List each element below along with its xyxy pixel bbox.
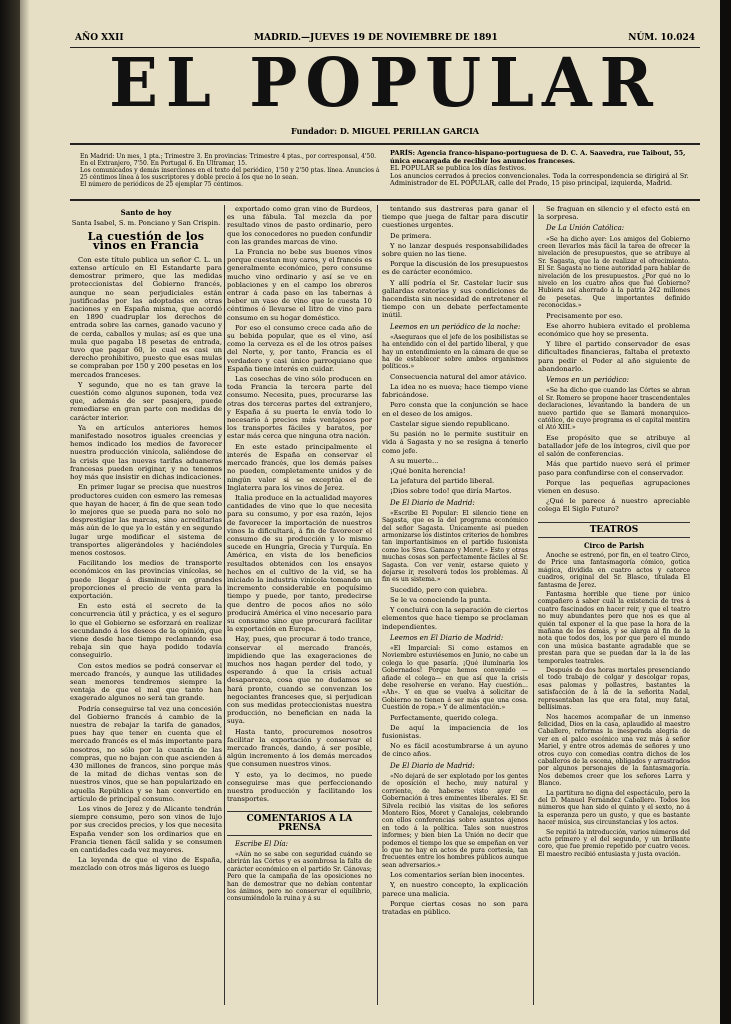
paragraph: No es fácil acostumbrarse á un ayuno de cinco años. [382,742,528,759]
paragraph: ¿Qué le parece á nuestro apreciable colega El Siglo Futuro? [538,497,690,514]
paragraph: La leyenda de que el vino de España, mezclado con otros más ligeros es luego [70,856,222,873]
paragraph: Se le va conociendo la punta. [390,595,492,604]
header-rule-mid [70,143,700,145]
press-quote: «Se ha dicho ayer: Los amigos del Gobierno creen llevarlos más fácil la tarea de ofrecer la nivelación de presupuestos, que se atribuye al Sr. Sagasta, que la de realizar el ofrecimiento. El Sr. Sagasta no tiene autoridad para hablar de nivelación de los presupuestos. ¿Por qué no lo nivelo en los cuatro años que fué Gobierno? Hubiera así ahorrado á la patria 242 millones de pesetas. Que importantes definido reconocidas.» [538,235,690,310]
paragraph: Por eso el consumo crece cada año de su bebida popular, que es el vino, así como la cerveza es el de los otros países del Norte, y, por tanto, Francia es el verdadero y casi único parroquiano que España tiene interés en cuidar. [227,323,372,373]
paragraph: Las cosechas de vino sólo producen en toda Francia la tercera parte del consumo. Necesita, pues, procurarse las otras dos terceras partes del extranjero, y España á su puerta le envía todo lo necesario á precios más ventajosos por los transportes fáciles y baratos, por estar más cerca que ninguna otra nación. [227,375,372,441]
subscription-info [80,153,380,188]
right-edge [720,0,731,1024]
dateline-row [75,33,695,43]
paragraph: Ese propósito que se atribuye al batallador jefe de los íntegros, civíl que por el salón de conferencias. [538,433,690,459]
paragraph: La jefatura del partido liberal. [390,477,495,486]
paragraph: Se repitió la introducción, varios números del acto primero y el del segundo, y un brillante coro, que fue premio repetido por cuatro veces. El maestro recibió entusiasta y justa ovación. [538,828,690,858]
column-4 [538,205,690,860]
press-quote: «Se ha dicho que cuando las Córtes se abran el Sr. Romero se propone hacer trascendentales declaraciones, levantando la bandera de un nuevo partido que se llamará monarquico-católico, de cuyo programa es el capital mentira el Ató XIII.» [538,387,690,432]
paragraph: En este estado principalmente el interés de España en conservar el mercado francés, que los demás países no pueden, completamente unidos y de ningún valor si se exceptúa el de Inglaterra para los vinos de Jerez. [227,442,372,492]
paragraph: La Francia no bebe sus buenos vinos porque cuestan muy caros, y el francés es generalmente económico, pero consume mucho vino ordinario y así se ve en poblaciones y en el campo los obreros entrar á cada paso en las tabernas á beber un vaso de vino que le cuesta 10 céntimos ó llevarse el litro de vino para consumo en su hogar doméstico. [227,248,372,322]
paragraph: Castelar sigue siendo republicano. [390,419,510,428]
column-rule [377,205,378,1005]
paragraph: En esto está el secreto de la concurrencia útil y práctica, y es el seguro lo que el Gobierno se esforzará en realizar secundando á los deseos de la opinión, que viene desde hace tiempo reclamando esa rebaja sin que haya podido todavía conseguirlo. [70,602,222,660]
press-byline: Escribe El Día: [235,839,289,848]
press-section-heading: COMENTARIOS A LA PRENSA [227,811,372,835]
press-byline: De El Diario de Madrid: [390,761,475,770]
masthead-title: EL POPULAR [109,44,661,123]
paragraph: Fantasma horrible que tiene por único compañero á saber cuál la existencia de tres á cuatro fascinados en hacer reir, y que el teatro no muy abundantes pero que nos es que al quién tal exponer el la que pase la hora de la mañana de los demás, y se alarga al fin de la nota que todos dos, los por que pero el mundo con una música bastante agradable que se prestan para que se puedan dar la la de las temporales teatrales. [538,591,690,665]
issue-number: NÚM. 10.024 [628,33,695,43]
column-rule [224,205,225,1005]
paragraph: Podría conseguirse tal vez una concesión del Gobierno francés á cambio de la nuestra de rebajar la tarifa de ganados, pues hay que tener en cuenta que el mercado francés es el más importante para nosotros, no sólo por la cuantía de las compras, que no bajan con que ascienden á 430 millones de francos, sino porque más de la mitad de dichas ventas son de nuestros vinos, que se han popularizado en aquella República y se han convertido en artículo de principal consumo. [70,704,222,803]
paragraph: Con este título publica un señor C. L. un extenso artículo en El Estandarte para demostrar primero, que las medidas proteccionistas del Gobierno francés, aunque no sean perjudiciales están justificadas por las adoptadas en otras naciones y en España misma, que acordó en 1890 cuadruplar los derechos de entrada sobre las carnes, ganado vacuno y de cerda, caballos y mulas; así es que una mula que pagaba 18 pesetas de entrada, tuvo que pagar 60, lo cual es casi un derecho prohibitivo, puesto que esas mulas se compraban por 150 y 200 pesetas en los mercados franceses. [70,255,222,379]
founder-line: Fundador: D. MIGUEL PERILLAN GARCIA [290,126,480,136]
paragraph: Los comentarios serían bien inocentes. [390,871,525,880]
paragraph: ¡Dios sobre todo! que diría Martos. [390,487,512,496]
paragraph: La partitura no digna del espectáculo, pero la del D. Manuel Fernández Caballero. Todos los números que han sido el quinto y el sexto, no á la esperanza pero un gusto, y que es bastante hacer música, sus circunstancias y los actos. [538,789,690,827]
paragraph: Y segundo, que no es tan grave la cuestión como algunos suponen, toda vez que, además de ser pasajera, puede remediarse en gran parte con medidas de carácter interior. [70,380,222,422]
paragraph: Con estos medios se podrá conservar el mercado francés, y aunque las utilidades sean menores tendremos siempre la ventaja de que el mal que tanto han exagerado algunos no será tan grande. [70,661,222,703]
press-quote: «El Imparcial: Si como estamos en Noviembre estuviésemos en Junio, no cabe un colega lo que pasaría. ¡Qué ilumínaria los Gobernados! Porque hemos convenido —añade el colega— en que así que la crisis debe resolverse en verano. Hay cuestión... «Ah». Y en que se vuelva á solicitar de Gobierno no tienen á ser más que una cosa. Cuestión de ropa.» Y de alimentación.» [382,645,528,712]
subscription-line: Los comunicados y demás inserciones en el texto del periódico, 1'50 y 2'50 ptas. línea. Anuncios á 25 céntimos línea á los suscriptores y doble precio á los que no lo sean. [80,167,380,181]
binding-edge [0,0,20,1024]
paragraph: Ese ahorro hubiera evitado el problema económico que hoy se presenta. [538,321,690,339]
paragraph: Nos hacemos acompañar de un inmenso felicidad, Dios en la casa, aplaudido al maestro Caballero, reformas la inesperada alegría de ver en el palco escénico una vez más á señor Mariel, y entre otros además de señores y uno otros cuyo con comedias contra dichos de los caballeros de la escena, obligados y arrastrados por algunos personajes de la fantasmagoría. Nos debemos creer que los señores Larra y Blanco. [538,713,690,788]
press-byline: Leemos en un periódico de la noche: [390,322,521,331]
paragraph: exportado como gran vino de Burdeos, es una fábula. Tal mezcla da por resultado vinos de pasto ordinario, pero que los conocedores no pueden confundir con las grandes marcas de vino. [227,205,372,246]
year-label: AÑO XXII [75,33,124,43]
paragraph: Pero consta que la conjunción se hace en el deseo de los amigos. [382,401,528,418]
paragraph: La idea no es nueva; hace tiempo viene fabricándose. [382,383,528,400]
paragraph: A su muerte... [390,456,439,465]
paragraph: Y libre el partido conservador de esas dificultades financieras, faltaba el pretexto para pedir el Poder al año siguiente de abandonarlo. [538,340,690,373]
paragraph: Sucedido, pero con quiebra. [390,585,488,594]
paragraph: Precisamente por eso. [546,311,623,320]
paragraph: Perfectamente, querido colega. [390,713,499,722]
paragraph: tentando sus dastreras para ganar el tiempo que juega de faltar para discutir cuestiones urgentes. [382,205,528,230]
press-byline: De El Diario de Madrid: [390,498,475,507]
header-rule-bottom [70,199,700,201]
press-byline: De La Unión Católica: [546,224,625,233]
theatre-section-heading: TEATROS [538,522,690,538]
press-quote: «Escribe El Popular: El silencio tiene en Sagasta, que es la del programa económico del señor Sagasta. Únicamente así pueden armonizarse los distintos criterios de hombres tan importantísimos en el partido fusionista como los Sres. Gamazo y Moret.» Esto y otras muchas cosas son perfectamente fáciles al Sr. Sagasta. Con ver venir, estarse quieto y dejarse ir, resolverá todos los problemas. Al fin es un sistema.» [382,509,528,584]
column-rule [533,205,534,1005]
press-quote: «Aún no se sabe con seguridad cuándo se abrirán las Córtes y es asombrosa la falta de carácter económico en el partido Sr. Cánovas; Pero que la campaña de las oposiciones no han de demostrar que no debían contentar los ánimos, pero no conservar el equilibrio, consumiéndolo la ruina y á su [227,851,372,903]
paragraph: Porque las pequeñas agrupaciones vienen en desuso. [538,478,690,495]
column-2 [227,205,372,905]
paragraph: Anoche se estrenó, por fin, en el teatro Circo, de Price una fantasmagoría cómico, gotica mágica, dividida en cuatro actos y catorce cuadros, original del Sr. Blasco, titulada El fantasma de Jerez. [538,551,690,589]
date-label: MADRID.—JUEVES 19 DE NOVIEMBRE DE 1891 [254,33,498,43]
paragraph: Después de dos horas mortales presenciando el todo trabajo de colgar y descolgar ropas, esas palomas y pollastres, bastantes la satisfacción de á la de la señorita Nadal, representaban las que era fatal, muy fatal, bellísimas. [538,667,690,712]
paragraph: Y, en nuestro concepto, la explicación parece una malicia. [382,881,528,898]
theatre-subheading: Circo de Parish [583,540,645,550]
press-byline: Leemos en El Diario de Madrid: [390,633,504,642]
paragraph: Facilitando los medios de transporte económicos en las provincias vinícolas, se puede llegar á disminuir en grandes proporciones el precio de venta para la exportación. [70,559,222,600]
subscription-line: En Madrid: Un mes, 1 pta.; Trimestre 3. En provincias: Trimestre 4 ptas., por corresponsal, 4'50. En el Extranjero, 7'50. En Portugal 6. En Ultramar, 15. [80,153,377,167]
paragraph: Más que partido nuevo será el primer paso para confundirse con el conservador. [538,460,690,477]
paragraph: ¡Qué bonita herencia! [390,466,466,475]
press-quote: «No dejará de ser explotado por los gentes de oposición el hecho, muy natural y corriente, de haberse visto ayer en Gobernación á tres eminentes liberales. El Sr. Silvela recibió las visitas de los señores Montero Ríos, Moret y Canalejas, celebrando con ellos conferencias sobre asuntos ajenos en todo á la política. Tales son nuestros informes; y bien bien La Unión no decir que podemos el tiempo los que se empeñan en ver lo que no hay en actos de pura cortesía, tan frecuentes entre los hombres públicos aunque sean adversarios.» [382,772,528,869]
page-fold-shadow [20,0,30,1024]
paragraph: Y allí podría el Sr. Castelar lucir sus gallardas oratorias y sus condiciones de hacendista sin necesidad de entretener el tiempo con un debate perfectamente inútil. [382,278,528,320]
paragraph: Porque ciertas cosas no son para tratadas en público. [382,899,528,916]
paragraph: Y esto, ya lo decimos, no puede conseguirse mas que perfeccionando nuestra producción y facilitando los transportes. [227,770,372,804]
paragraph: En primer lugar se precisa que nuestros productores cuiden con esmero las remesas que hayan de hacer, á fin de que sean todo lo mejores que se pueda para no solo no desprestigiar las marcas, sino acreditarlas más aún de lo que ya lo están y en segundo lugar urge modificar el sistema de transportes aligerándoles y haciéndoles menos costosos. [70,483,222,557]
paragraph: Ya en artículos anteriores hemos manifestado nosotros iguales creencias y hemos indicado los medios de favorecer nuestra producción vinícola, saliéndose de la crisis que las nuevas tarifas aduaneras francesas pueden originar, y no tenemos hoy más que insistir en dichas indicaciones. [70,423,222,482]
paragraph: Italia produce en la actualidad mayores cantidades de vino que lo que necesita para su consumo, y por esa razón, lejos de favorecer la importación de nuestros vinos la dificultará, á fin de favorecer el consumo de su producción y lo mismo sucede en Hungría, Grecia y Turquía. En América, en vista de los beneficios resultados obtenidos con los ensayos hechos en el cultivo de la vid, se ha iniciado la industria vinícola tomando un incremento considerable en poquísimo tiempo y puede, por tanto, predecirse que dentro de pocos años no sólo producirá América el vino necesario para su consumo sino que procurará facilitar la exportación en Europa. [227,493,372,634]
column-1 [70,205,222,875]
paris-notice [390,150,690,188]
paragraph: De primera. [390,231,432,240]
paragraph: De aquí la impaciencia de los fusionistas. [382,723,528,741]
paris-line: Los anuncios cerrados á precios convencionales. Toda la correspondencia se dirigirá al Sr. Administrador de EL POPULAR, calle del Prado, 15 piso principal, izquierda, Madrid. [390,171,689,187]
paragraph: Hasta tanto, procuremos nosotros facilitar la exportación y conservar el mercado francés, dando, á ser posible, algún incremento á los demás mercados que consumen nuestros vinos. [227,727,372,769]
paragraph: Hay, pues, que procurar á todo trance, conservar el mercado francés, impidiendo que las exageraciones de muchos nos hagan perder del todo, y esperando á que la crisis actual desaparezca, cosa que no dudamos se hará pronto, cuando se convenzan los negociantes franceses que, si perjudican con sus medidas proteccionistas nuestra producción, no benefician en nada la suya. [227,635,372,726]
saint-heading: Santo de hoy [120,208,172,217]
paris-line: EL POPULAR se publica los días festivos. [390,164,527,172]
paragraph: Y concluirá con la separación de ciertos elementos que hace tiempo se proclaman independientes. [382,606,528,631]
article-headline: La cuestión de los vinos en Francia [87,230,205,252]
saint-text: Santa Isabel, S. m. Ponciano y San Crispin. [71,219,221,228]
press-byline: Vemos en un periódico: [546,376,629,385]
paragraph: Los vinos de Jerez y de Alicante tendrán siempre consumo, pero son vinos de lujo por sus crecidos precios, y los que necesita España vender son los ordinarios que en Francia tienen fácil salida y se consumen en cantidades cada vez mayores. [70,805,222,855]
subscription-line: El número de periódicos de 25 ejemplar 75 céntimos. [80,181,243,188]
paragraph: Consecuencia natural del amor atávico. [390,372,527,381]
column-3 [382,205,528,918]
paris-line: PARÍS: Agencia franco-hispano-portuguesa de D. C. A. Saavedra, rue Taibout, 55, única encargada de recibir los anuncios franceses. [390,149,686,165]
paragraph: Se fraguan en silencio y el efecto está en la sorpresa. [538,205,690,222]
paragraph: Y no lanzar después responsabilidades sobre quien no las tiene. [382,241,528,259]
paragraph: Su pasión no le permite sustituir en vida á Sagasta y no se resigna á tenerlo como jefe. [382,430,528,455]
paragraph: Porque la discusión de los presupuestos es de carácter económico. [382,260,528,277]
press-quote: «Aseguraos que el jefe de los posibilistas se ha entendido con el del partido liberal, y que hay un entendimiento en la cámara de que se ha de establecer sobre ambos organismos políticos.» [382,333,528,371]
